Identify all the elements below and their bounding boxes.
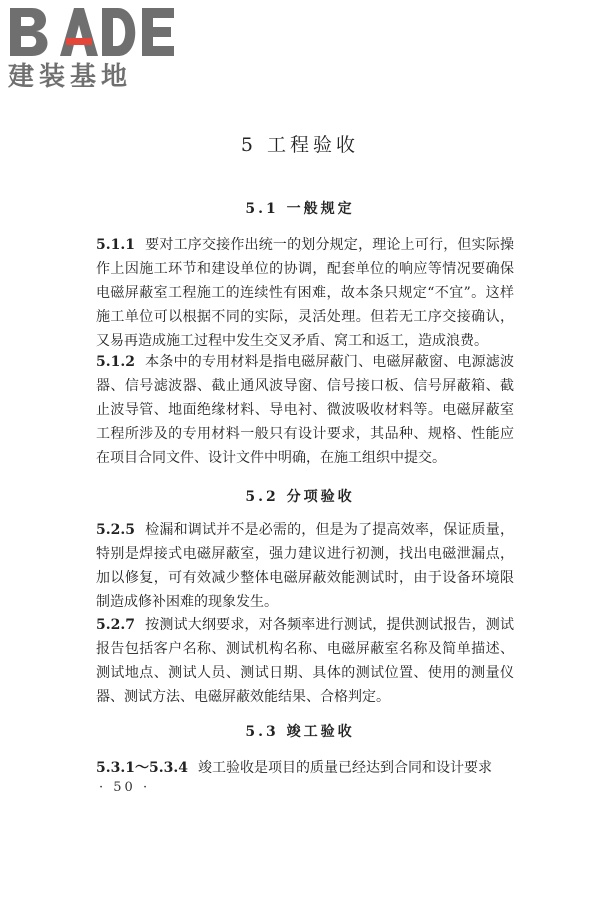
- bade-logo: [8, 6, 178, 92]
- clause-text: 检漏和调试并不是必需的，但是为了提高效率，保证质量，特别是焊接式电磁屏蔽室，强力建议进行初测，找出电磁泄漏点，加以修复，可有效减少整体电磁屏蔽效能测试时，由于设备环境限制造成修补困难的现象发生。: [96, 522, 514, 610]
- bade-logo-mark: [8, 6, 178, 58]
- clause-number: 5.1.2: [96, 354, 135, 370]
- clause-number: 5.2.5: [96, 522, 135, 538]
- chapter-title: 5 工程验收: [240, 134, 360, 156]
- page-number: · 50 ·: [99, 780, 151, 795]
- logo-subtitle: 建装基地: [8, 62, 133, 92]
- section-title-5-1: 5.1 一般规定: [245, 201, 355, 217]
- logo-accent-bar: [66, 38, 92, 45]
- clause-number: 5.2.7: [96, 617, 135, 633]
- clause-5-1-1: [96, 233, 514, 353]
- clause-number: 5.1.1: [96, 237, 135, 253]
- clause-5-3-1-to-5-3-4: [96, 756, 514, 780]
- clause-text: 要对工序交接作出统一的划分规定，理论上可行，但实际操作上因施工环节和建设单位的协调，配套单位的响应等情况要确保电磁屏蔽室工程施工的连续性有困难，故本条只规定“不宜”。这样施工单位可以根据不同的实际，灵活处理。但若无工序交接确认，又易再造成施工过程中发生交叉矛盾、窝工和返工，造成浪费。: [96, 237, 514, 349]
- clause-5-2-5: [96, 518, 514, 614]
- clause-text: 竣工验收是项目的质量已经达到合同和设计要求: [197, 760, 492, 776]
- clause-5-1-2: [96, 350, 514, 470]
- clause-text: 按测试大纲要求，对各频率进行测试，提供测试报告，测试报告包括客户名称、测试机构名称、电磁屏蔽室名称及简单描述、测试地点、测试人员、测试日期、具体的测试位置、使用的测量仪器、测试方法、电磁屏蔽效能结果、合格判定。: [96, 617, 514, 705]
- clause-number: 5.3.1～5.3.4: [96, 760, 188, 776]
- clause-5-2-7: [96, 613, 514, 709]
- clause-text: 本条中的专用材料是指电磁屏蔽门、电磁屏蔽窗、电源滤波器、信号滤波器、截止通风波导窗、信号接口板、信号屏蔽箱、截止波导管、地面绝缘材料、导电衬、微波吸收材料等。电磁屏蔽室工程所涉及的专用材料一般只有设计要求，其品种、规格、性能应在项目合同文件、设计文件中明确，在施工组织中提交。: [96, 354, 514, 466]
- section-title-5-3: 5.3 竣工验收: [245, 724, 355, 740]
- section-title-5-2: 5.2 分项验收: [245, 489, 355, 505]
